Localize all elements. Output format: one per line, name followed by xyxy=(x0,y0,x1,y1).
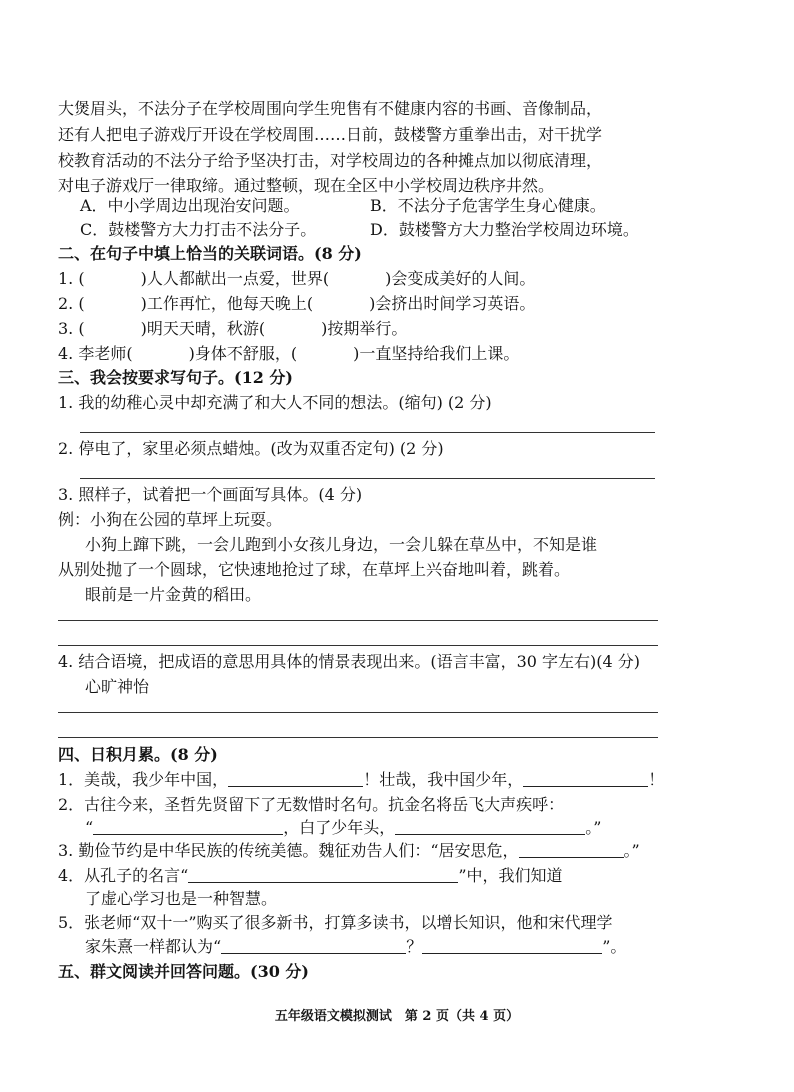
option-c: C．鼓楼警方大力打击不法分子。 xyxy=(80,220,317,239)
fill-blank[interactable] xyxy=(188,866,458,883)
s3-question-1: 1. 我的幼稚心灵中却充满了和大人不同的想法。(缩句) (2 分) xyxy=(58,393,492,412)
fill-blank[interactable] xyxy=(228,770,363,787)
option-d: D．鼓楼警方大力整治学校周边环境。 xyxy=(370,220,639,239)
fill-blank[interactable] xyxy=(519,841,624,858)
answer-line[interactable] xyxy=(58,737,658,738)
s4-question-5-blanks: 家朱熹一样都认为“ ？ ”。 xyxy=(85,937,627,956)
section-5-heading: 五、群文阅读并回答问题。(30 分) xyxy=(58,962,309,981)
answer-line[interactable] xyxy=(80,432,655,433)
answer-line[interactable] xyxy=(58,712,658,713)
section-4-heading: 四、日积月累。(8 分) xyxy=(58,745,218,764)
answer-line[interactable] xyxy=(58,645,658,646)
page-footer: 五年级语文模拟测试 第 2 页（共 4 页） xyxy=(274,1009,520,1024)
idiom: 心旷神怡 xyxy=(85,677,150,696)
s4-question-4-cont: 了虚心学习也是一种智慧。 xyxy=(85,889,278,908)
s2-question-3: 3. ( )明天天晴，秋游( )按期举行。 xyxy=(58,319,408,338)
s4-question-2-blanks: “ ，白了少年头， 。” xyxy=(85,818,602,837)
answer-line[interactable] xyxy=(80,478,655,479)
example-line-1: 小狗上蹿下跳，一会儿跑到小女孩儿身边，一会儿躲在草丛中，不知是谁 xyxy=(85,535,598,554)
section-3-heading: 三、我会按要求写句子。(12 分) xyxy=(58,368,293,387)
s2-question-1: 1. ( )人人都献出一点爱，世界( )会变成美好的人间。 xyxy=(58,269,536,288)
s2-question-2: 2. ( )工作再忙，他每天晚上( )会挤出时间学习英语。 xyxy=(58,294,536,313)
passage-line-2: 还有人把电子游戏厅开设在学校周围……日前，鼓楼警方重拳出击，对干扰学 xyxy=(58,125,603,144)
fill-blank[interactable] xyxy=(523,770,648,787)
s4-question-3: 3. 勤俭节约是中华民族的传统美德。魏征劝告人们：“居安思危， 。” xyxy=(58,841,640,860)
fill-blank[interactable] xyxy=(93,818,283,835)
fill-blank[interactable] xyxy=(422,937,602,954)
s4-question-1: 1．美哉，我少年中国， ！壮哉，我中国少年， ！ xyxy=(58,770,665,789)
passage-line-1: 大煲眉头，不法分子在学校周围向学生兜售有不健康内容的书画、音像制品， xyxy=(58,99,603,118)
fill-blank[interactable] xyxy=(221,937,406,954)
passage-line-4: 对电子游戏厅一律取缔。通过整顿，现在全区中小学校周边秩序井然。 xyxy=(58,176,555,195)
s3-question-4: 4. 结合语境，把成语的意思用具体的情景表现出来。(语言丰富，30 字左右)(4 分) xyxy=(58,652,641,671)
example-sentence: 例：小狗在公园的草坪上玩耍。 xyxy=(58,510,283,529)
answer-line[interactable] xyxy=(58,620,658,621)
s4-question-4: 4．从孔子的名言“ ”中，我们知道 xyxy=(58,866,563,885)
prompt-sentence: 眼前是一片金黄的稻田。 xyxy=(85,585,262,604)
example-line-2: 从别处抛了一个圆球，它快速地抢过了球，在草坪上兴奋地叫着，跳着。 xyxy=(58,560,571,579)
option-a: A．中小学周边出现治安问题。 xyxy=(80,196,300,215)
option-b: B．不法分子危害学生身心健康。 xyxy=(370,196,606,215)
section-2-heading: 二、在句子中填上恰当的关联词语。(8 分) xyxy=(58,244,362,263)
s4-question-5: 5．张老师“双十一”购买了很多新书，打算多读书，以增长知识，他和宋代理学 xyxy=(58,913,613,932)
s4-question-2: 2．古往今来，圣哲先贤留下了无数惜时名句。抗金名将岳飞大声疾呼： xyxy=(58,795,565,814)
s3-question-3: 3. 照样子，试着把一个画面写具体。(4 分) xyxy=(58,485,363,504)
s3-question-2: 2. 停电了，家里必须点蜡烛。(改为双重否定句) (2 分) xyxy=(58,439,444,458)
fill-blank[interactable] xyxy=(395,818,585,835)
s2-question-4: 4. 李老师( )身体不舒服，( )一直坚持给我们上课。 xyxy=(58,344,520,363)
passage-line-3: 校教育活动的不法分子给予坚决打击，对学校周边的各种摊点加以彻底清理， xyxy=(58,151,603,170)
